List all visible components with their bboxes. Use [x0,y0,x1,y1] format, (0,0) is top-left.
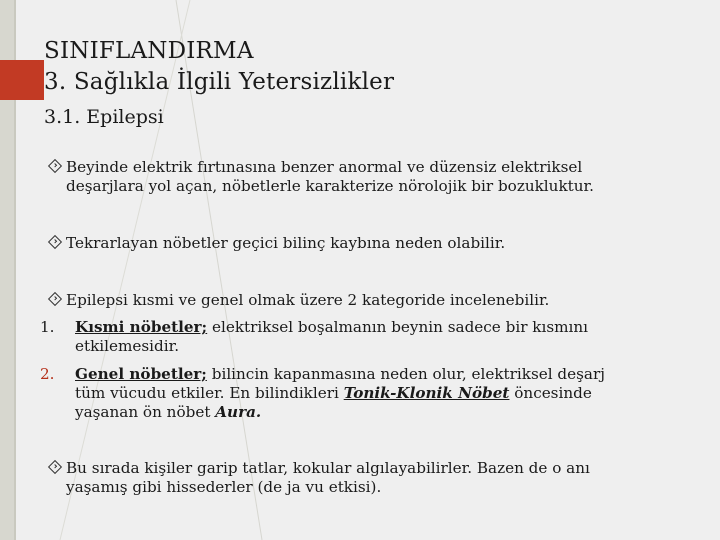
title-line-2: 3. Sağlıkla İlgili Yetersizlikler [44,69,395,95]
list-item-2-text-2a: tüm vücudu etkiler. En bilindikleri [75,384,344,402]
bullet-2-text: Tekrarlayan nöbetler geçici bilinç kaybına neden olabilir. [66,234,506,252]
list-item-2-text-1: bilincin kapanmasına neden olur, elektriksel deşarj [206,365,605,383]
list-item-1-text: elektriksel boşalmanın beynin sadece bir kısmını [207,318,589,336]
bullet-1-line-1: Beyinde elektrik fırtınasına benzer anormal ve düzensiz elektriksel [66,158,583,176]
section-subtitle: 3.1. Epilepsi [44,106,164,128]
term-aura: Aura. [215,403,262,421]
title-line-1: SINIFLANDIRMA [44,38,254,64]
bullet-3-text: Epilepsi kısmi ve genel olmak üzere 2 kategoride incelenebilir. [66,291,550,309]
list-item-2-line-3 [75,403,261,422]
list-item-1-line-2: etkilemesidir. [75,337,180,355]
list-number-2: 2. [40,365,55,383]
list-number-1: 1. [40,318,55,336]
bullet-1-line-2: deşarjlara yol açan, nöbetlerle karakterize nörolojik bir bozukluktur. [66,177,594,195]
bullet-4-line-1: Bu sırada kişiler garip tatlar, kokular algılayabilirler. Bazen de o anı [66,459,590,477]
slide-title [44,36,604,98]
bullet-4-line-2: yaşamış gibi hissederler (de ja vu etkisi). [66,478,382,496]
term-tonik-klonik: Tonik-Klonik Nöbet [343,384,510,402]
list-item-2-text-2b: öncesinde [509,384,592,402]
list-item-2-line-1 [75,365,605,384]
list-item-2-line-2 [75,384,592,403]
term-genel-nobetler: Genel nöbetler; [75,365,207,383]
term-kismi-nobetler: Kısmi nöbetler; [75,318,208,336]
list-item-2-text-3a: yaşanan ön nöbet [75,403,216,421]
list-item-1-line-1 [75,318,588,337]
title-accent-bar [0,60,44,100]
